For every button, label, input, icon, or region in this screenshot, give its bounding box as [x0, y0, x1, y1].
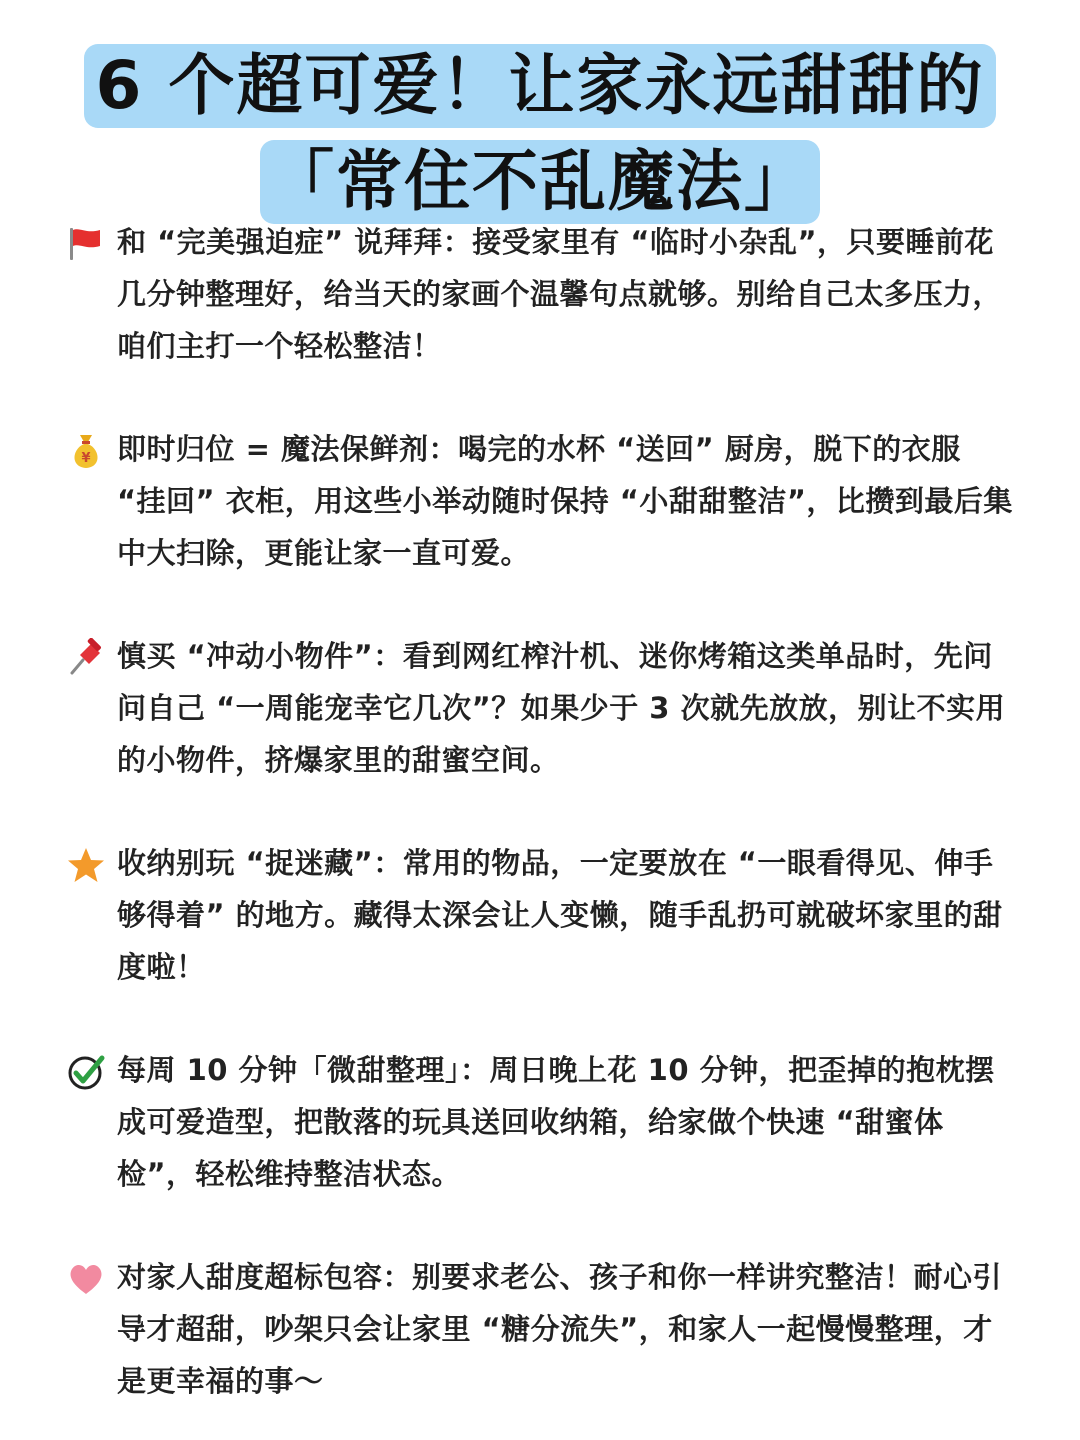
tip-text: 即时归位 = 魔法保鲜剂：喝完的水杯 “送回” 厨房，脱下的衣服 “挂回” 衣柜，用这些小举动随时保持 “小甜甜整洁”，比攒到最后集中大扫除，更能让家一直可爱。	[117, 432, 1013, 570]
page-title: 6 个超可爱！让家永远甜甜的	[84, 44, 997, 128]
money-bag-icon	[66, 431, 106, 471]
list-item	[0, 216, 1080, 386]
heart-icon	[66, 1259, 106, 1299]
list-item	[0, 423, 1080, 593]
tip-text: 对家人甜度超标包容：别要求老公、孩子和你一样讲究整洁！耐心引导才超甜，吵架只会让家里 “糖分流失”，和家人一起慢慢整理，才是更幸福的事～	[117, 1260, 1003, 1398]
red-flag-icon	[66, 224, 106, 264]
list-item	[0, 837, 1080, 1007]
pushpin-icon	[66, 638, 106, 678]
check-mark-icon	[66, 1052, 106, 1092]
list-item	[0, 1251, 1080, 1421]
list-item	[0, 630, 1080, 800]
tip-text: 和 “完美强迫症” 说拜拜：接受家里有 “临时小杂乱”，只要睡前花几分钟整理好，给当天的家画个温馨句点就够。别给自己太多压力，咱们主打一个轻松整洁！	[117, 225, 1003, 363]
star-icon	[66, 845, 106, 885]
tip-text: 每周 10 分钟「微甜整理」：周日晚上花 10 分钟，把歪掉的抱枕摆成可爱造型，把散落的玩具送回收纳箱，给家做个快速 “甜蜜体检”，轻松维持整洁状态。	[117, 1053, 995, 1191]
tip-text: 收纳别玩 “捉迷藏”：常用的物品，一定要放在 “一眼看得见、伸手够得着” 的地方。藏得太深会让人变懒，随手乱扔可就破坏家里的甜度啦！	[117, 846, 1003, 984]
svg-text:¥: ¥	[81, 451, 91, 466]
title-block	[0, 44, 1080, 224]
list-item	[0, 1044, 1080, 1214]
tip-text: 慎买 “冲动小物件”：看到网红榨汁机、迷你烤箱这类单品时，先问问自己 “一周能宠幸它几次”？如果少于 3 次就先放放，别让不实用的小物件，挤爆家里的甜蜜空间。	[117, 639, 1006, 777]
page-subtitle: 「常住不乱魔法」	[260, 140, 820, 224]
